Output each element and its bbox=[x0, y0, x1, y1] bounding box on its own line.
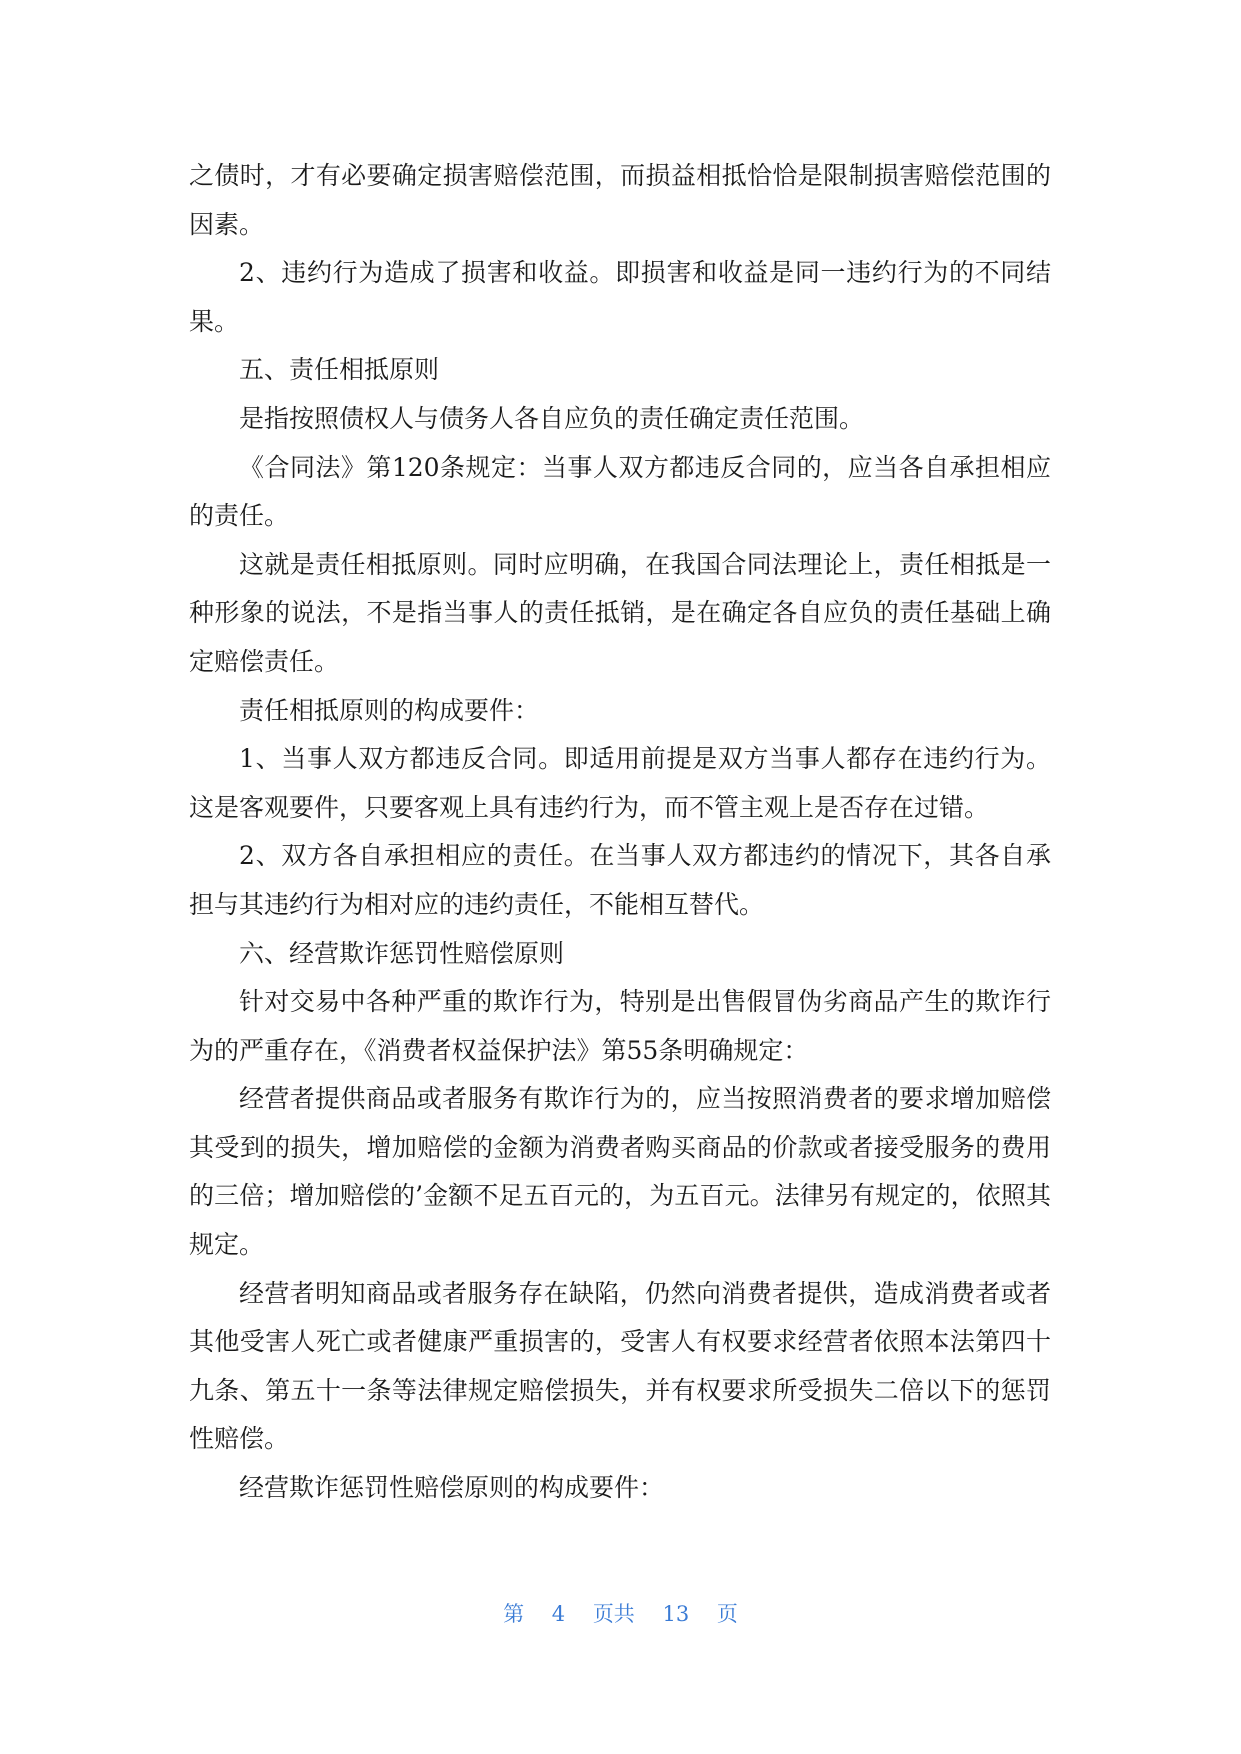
page-footer bbox=[0, 1598, 1241, 1628]
body-paragraph: 经营欺诈惩罚性赔偿原则的构成要件： bbox=[239, 1473, 665, 1503]
footer-current-page: 4 bbox=[551, 1602, 566, 1626]
body-paragraph: 经营者明知商品或者服务存在缺陷，仍然向消费者提供，造成消费者或者其他受害人死亡或者健康严重损害的，受害人有权要求经营者依照本法第四十九条、第五十一条等法律规定赔偿损失，并有权要求所受损失二倍以下的惩罚性赔偿。 bbox=[189, 1278, 1051, 1454]
body-paragraph: 2、违约行为造成了损害和收益。即损害和收益是同一违约行为的不同结果。 bbox=[189, 258, 1051, 336]
body-paragraph: 经营者提供商品或者服务有欺诈行为的，应当按照消费者的要求增加赔偿其受到的损失，增加赔偿的金额为消费者购买商品的价款或者接受服务的费用的三倍；增加赔偿的’金额不足五百元的，为五百元。法律另有规定的，依照其规定。 bbox=[189, 1084, 1051, 1260]
body-paragraph: 针对交易中各种严重的欺诈行为，特别是出售假冒伪劣商品产生的欺诈行为的严重存在，《消费者权益保护法》第55条明确规定： bbox=[189, 987, 1051, 1065]
footer-middle: 页共 bbox=[592, 1602, 635, 1626]
page-body bbox=[189, 152, 1051, 1513]
body-paragraph: 是指按照债权人与债务人各自应负的责任确定责任范围。 bbox=[239, 403, 865, 433]
body-paragraph: 五、责任相抵原则 bbox=[239, 355, 440, 385]
body-paragraph: 《合同法》第120条规定：当事人双方都违反合同的，应当各自承担相应的责任。 bbox=[189, 452, 1051, 531]
body-paragraph: 六、经营欺诈惩罚性赔偿原则 bbox=[239, 938, 565, 968]
footer-prefix: 第 bbox=[503, 1602, 525, 1626]
body-paragraph: 1、当事人双方都违反合同。即适用前提是双方当事人都存在违约行为。这是客观要件，只要客观上具有违约行为，而不管主观上是否存在过错。 bbox=[189, 744, 1051, 822]
footer-suffix: 页 bbox=[716, 1602, 738, 1626]
footer-total-pages: 13 bbox=[662, 1602, 690, 1626]
body-paragraph: 责任相抵原则的构成要件： bbox=[239, 695, 540, 725]
body-paragraph: 这就是责任相抵原则。同时应明确，在我国合同法理论上，责任相抵是一种形象的说法，不是指当事人的责任抵销，是在确定各自应负的责任基础上确定赔偿责任。 bbox=[189, 549, 1051, 676]
body-paragraph: 2、双方各自承担相应的责任。在当事人双方都违约的情况下，其各自承担与其违约行为相对应的违约责任，不能相互替代。 bbox=[189, 841, 1051, 919]
body-paragraph: 之债时，才有必要确定损害赔偿范围，而损益相抵恰恰是限制损害赔偿范围的因素。 bbox=[189, 161, 1051, 239]
